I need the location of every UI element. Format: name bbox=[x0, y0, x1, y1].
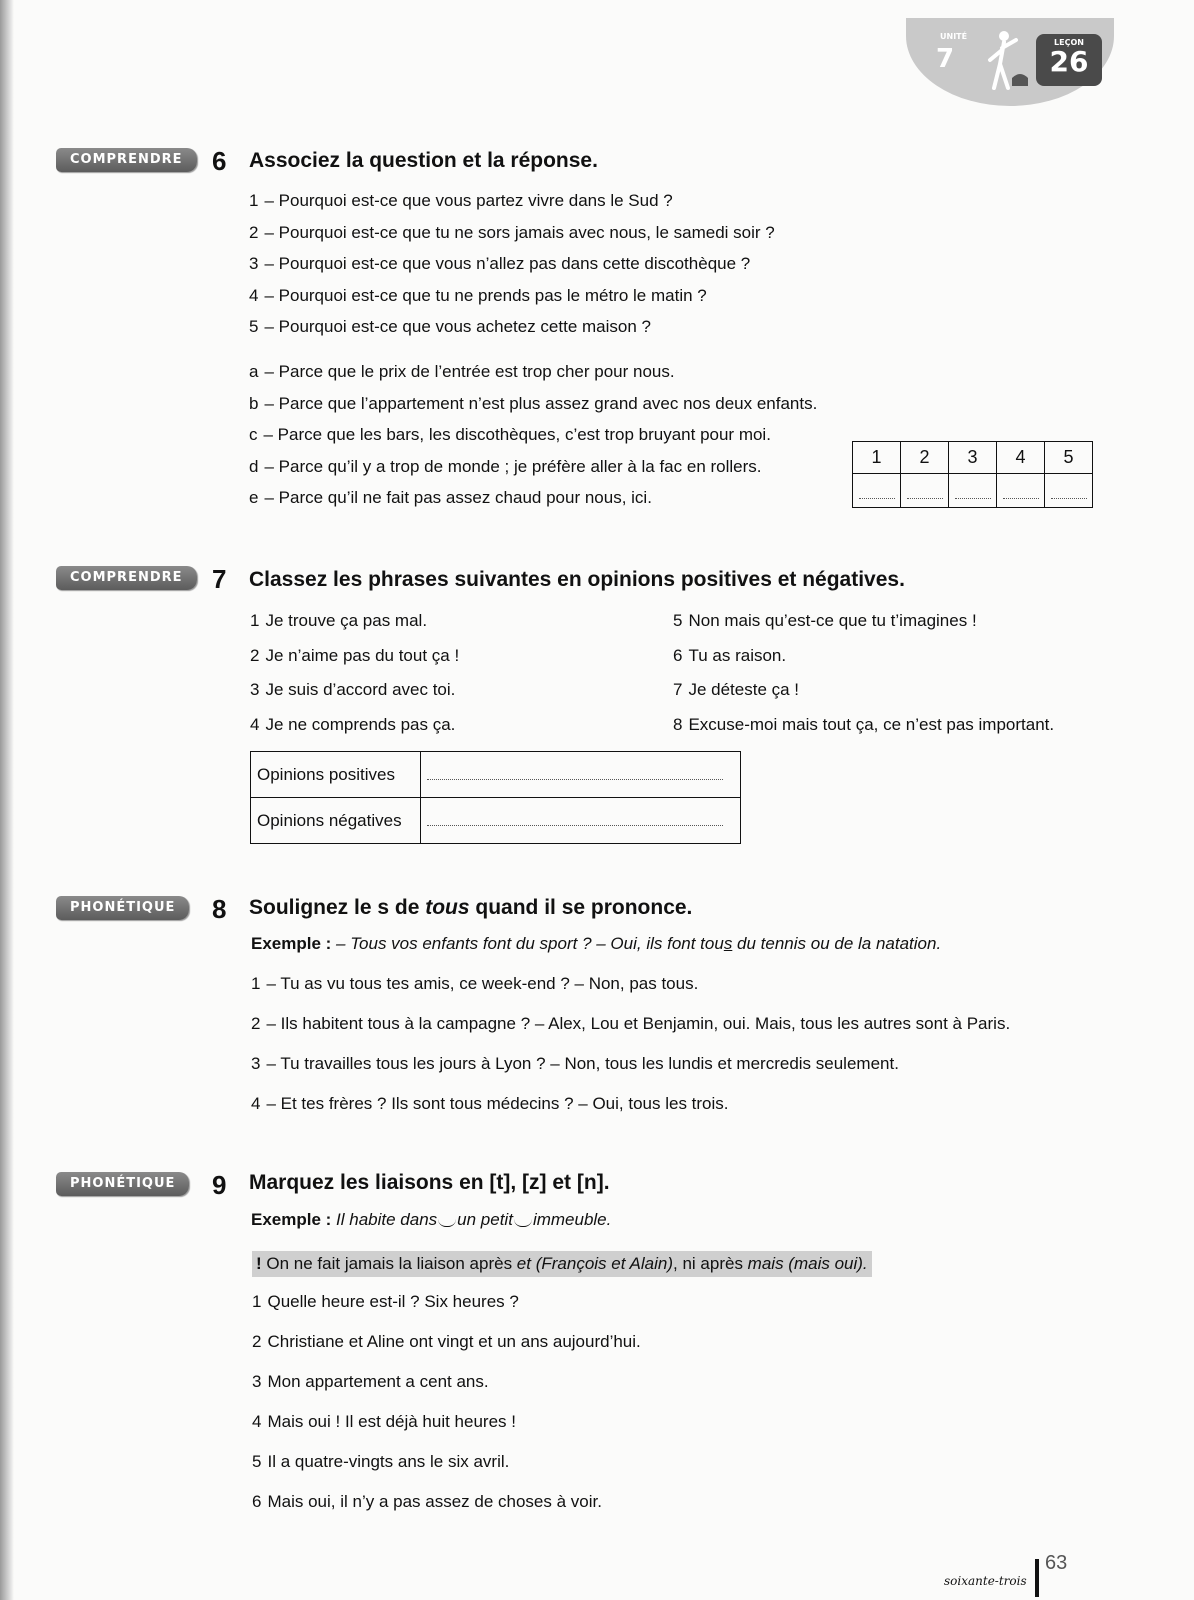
item-text: – Parce qu’il y a trop de monde ; je préfère aller à la fac en rollers. bbox=[264, 456, 762, 476]
item-number: c bbox=[249, 425, 258, 444]
unite-number: 7 bbox=[936, 44, 955, 74]
item-text: Mon appartement a cent ans. bbox=[267, 1372, 489, 1391]
answer-blank[interactable] bbox=[421, 752, 741, 798]
item-text: – Pourquoi est-ce que vous n’allez pas dans cette discothèque ? bbox=[264, 254, 751, 273]
exercise-title: Associez la question et la réponse. bbox=[249, 149, 598, 172]
sentence-item bbox=[252, 1332, 641, 1352]
item-text: Mais oui, il n’y a pas assez de choses à voir. bbox=[267, 1492, 602, 1511]
item-number: 1 bbox=[249, 191, 259, 210]
phrase-item bbox=[250, 715, 455, 735]
grid-header-cell: 5 bbox=[1045, 442, 1093, 474]
item-number: 3 bbox=[251, 1054, 261, 1073]
item-number: a bbox=[249, 362, 259, 381]
item-number: d bbox=[249, 456, 259, 476]
item-text: Il a quatre-vingts ans le six avril. bbox=[267, 1452, 510, 1471]
item-text: Excuse-moi mais tout ça, ce n’est pas important. bbox=[688, 714, 1055, 734]
opinions-table bbox=[250, 751, 741, 844]
phrase-item bbox=[250, 611, 427, 631]
row-label: Opinions négatives bbox=[251, 798, 421, 844]
phrase-item bbox=[673, 611, 977, 631]
item-number: 3 bbox=[249, 254, 259, 273]
table-row bbox=[251, 752, 741, 798]
item-number: 7 bbox=[673, 680, 683, 699]
grid-answer-cell[interactable] bbox=[1045, 474, 1093, 508]
page-binding-edge bbox=[0, 0, 14, 1600]
item-number: 2 bbox=[251, 1014, 261, 1033]
item-number: e bbox=[249, 488, 259, 507]
rule-note bbox=[252, 1251, 872, 1277]
item-text: – Parce que le prix de l’entrée est trop cher pour nous. bbox=[264, 362, 675, 381]
item-text: – Pourquoi est-ce que vous partez vivre dans le Sud ? bbox=[264, 191, 673, 210]
question-item bbox=[249, 317, 651, 337]
item-number: 2 bbox=[252, 1332, 262, 1351]
grid-answer-cell[interactable] bbox=[853, 474, 901, 508]
item-number: 3 bbox=[250, 680, 260, 699]
example-line bbox=[251, 1210, 611, 1230]
item-text: Non mais qu’est-ce que tu t’imagines ! bbox=[688, 611, 977, 630]
answer-item bbox=[249, 488, 652, 508]
exercise-number: 9 bbox=[212, 1170, 227, 1200]
item-number: 8 bbox=[673, 714, 683, 734]
question-item bbox=[249, 286, 707, 306]
item-number: 5 bbox=[249, 317, 259, 336]
item-number: 1 bbox=[251, 974, 261, 993]
item-number: 2 bbox=[250, 645, 260, 665]
item-number: 1 bbox=[250, 611, 260, 630]
phrase-item bbox=[673, 646, 786, 666]
grid-answer-cell[interactable] bbox=[997, 474, 1045, 508]
warning-icon: ! bbox=[256, 1254, 262, 1273]
title-emphasis: tous bbox=[425, 896, 470, 919]
grid-header-cell: 3 bbox=[949, 442, 997, 474]
item-number: 5 bbox=[673, 611, 683, 630]
item-number: b bbox=[249, 393, 259, 413]
item-text: Je trouve ça pas mal. bbox=[265, 611, 428, 630]
sentence-item bbox=[252, 1372, 489, 1392]
phrase-item bbox=[673, 715, 1054, 735]
answer-blank[interactable] bbox=[421, 798, 741, 844]
sentence-item bbox=[251, 1014, 1010, 1034]
item-text: Je ne comprends pas ça. bbox=[265, 714, 456, 734]
item-text: Quelle heure est-il ? Six heures ? bbox=[267, 1292, 519, 1311]
exercise-number: 7 bbox=[212, 564, 227, 594]
sentence-item bbox=[252, 1412, 516, 1432]
exercise-title bbox=[249, 896, 692, 920]
item-number: 6 bbox=[673, 645, 683, 665]
example-text: – Tous vos enfants font du sport ? – Oui, ils font tou bbox=[331, 934, 724, 953]
question-item bbox=[249, 191, 673, 211]
sentence-item bbox=[251, 1054, 899, 1074]
exercise-title: Marquez les liaisons en [t], [z] et [n]. bbox=[249, 1171, 610, 1194]
item-text: Mais oui ! Il est déjà huit heures ! bbox=[267, 1412, 516, 1431]
exercise-number: 6 bbox=[212, 146, 227, 176]
example-underlined-s: s bbox=[723, 934, 733, 953]
item-number: 4 bbox=[249, 285, 259, 305]
answer-item bbox=[249, 362, 675, 382]
item-text: – Parce que l’appartement n’est plus assez grand avec nos deux enfants. bbox=[264, 393, 818, 413]
example-text: immeuble. bbox=[532, 1210, 612, 1229]
lecon-label: LEÇON bbox=[1054, 38, 1084, 47]
item-text: Tu as raison. bbox=[688, 645, 787, 665]
grid-header-cell: 2 bbox=[901, 442, 949, 474]
item-number: 1 bbox=[252, 1292, 262, 1311]
item-text: – Parce qu’il ne fait pas assez chaud pour nous, ici. bbox=[264, 488, 652, 507]
item-text: – Pourquoi est-ce que vous achetez cette maison ? bbox=[264, 317, 651, 336]
example-text: un petit bbox=[457, 1210, 513, 1229]
item-text: Je n’aime pas du tout ça ! bbox=[265, 645, 460, 665]
grid-header-cell: 1 bbox=[853, 442, 901, 474]
question-item bbox=[249, 254, 750, 274]
lecon-box bbox=[1036, 34, 1102, 86]
table-row bbox=[251, 798, 741, 844]
note-text: et (François et Alain) bbox=[516, 1254, 674, 1273]
grid-header-cell: 4 bbox=[997, 442, 1045, 474]
section-tag-comprendre: COMPRENDRE bbox=[56, 566, 197, 590]
unite-label: UNITÉ bbox=[940, 32, 968, 41]
item-number: 4 bbox=[250, 714, 260, 734]
item-text: – Et tes frères ? Ils sont tous médecins ? – Oui, tous les trois. bbox=[266, 1094, 729, 1113]
example-line bbox=[251, 934, 941, 954]
item-number: 2 bbox=[249, 222, 259, 242]
item-text: – Parce que les bars, les discothèques, c’est trop bruyant pour moi. bbox=[263, 425, 771, 444]
item-number: 4 bbox=[251, 1094, 261, 1113]
walking-figure-icon bbox=[976, 26, 1032, 96]
example-text: Il habite dans bbox=[331, 1210, 438, 1229]
item-text: – Ils habitent tous à la campagne ? – Alex, Lou et Benjamin, oui. Mais, tous les autres sont à Paris. bbox=[266, 1014, 1011, 1033]
example-label: Exemple : bbox=[251, 1210, 332, 1229]
item-text: – Pourquoi est-ce que tu ne prends pas le métro le matin ? bbox=[264, 285, 707, 305]
liaison-mark bbox=[438, 1219, 456, 1227]
title-part: Soulignez le s de bbox=[249, 896, 426, 919]
unit-lesson-badge bbox=[906, 18, 1114, 106]
title-part: quand il se prononce. bbox=[469, 896, 693, 919]
phrase-item bbox=[250, 646, 459, 666]
matching-grid bbox=[852, 441, 1093, 508]
item-number: 3 bbox=[252, 1372, 262, 1391]
grid-answer-cell[interactable] bbox=[901, 474, 949, 508]
section-tag-comprendre: COMPRENDRE bbox=[56, 148, 197, 172]
example-label: Exemple : bbox=[251, 934, 332, 953]
sentence-item bbox=[252, 1292, 519, 1312]
exercise-number: 8 bbox=[212, 894, 227, 924]
row-label: Opinions positives bbox=[251, 752, 421, 798]
exercise-title: Classez les phrases suivantes en opinions positives et négatives. bbox=[249, 568, 905, 591]
note-text: mais (mais oui). bbox=[747, 1254, 868, 1273]
phrase-item bbox=[250, 680, 455, 700]
answer-item bbox=[249, 394, 817, 414]
phrase-item bbox=[673, 680, 799, 700]
item-text: – Tu as vu tous tes amis, ce week-end ? – Non, pas tous. bbox=[266, 974, 699, 993]
grid-answer-cell[interactable] bbox=[949, 474, 997, 508]
item-number: 5 bbox=[252, 1452, 262, 1471]
item-text: Christiane et Aline ont vingt et un ans aujourd’hui. bbox=[267, 1332, 641, 1351]
sentence-item bbox=[251, 1094, 729, 1114]
item-text: Je déteste ça ! bbox=[688, 680, 800, 699]
example-text: du tennis ou de la natation. bbox=[732, 934, 942, 953]
page-number: 63 bbox=[1045, 1552, 1068, 1574]
item-number: 4 bbox=[252, 1412, 262, 1431]
page-number-words: soixante-trois bbox=[944, 1574, 1027, 1588]
item-number: 6 bbox=[252, 1492, 262, 1511]
question-item bbox=[249, 223, 775, 243]
note-text: , ni après bbox=[673, 1254, 748, 1273]
liaison-mark bbox=[514, 1219, 532, 1227]
section-tag-phonetique: PHONÉTIQUE bbox=[56, 1172, 189, 1196]
item-text: Je suis d’accord avec toi. bbox=[265, 680, 456, 699]
note-text: On ne fait jamais la liaison après bbox=[261, 1254, 517, 1273]
sentence-item bbox=[251, 974, 698, 994]
item-text: – Pourquoi est-ce que tu ne sors jamais avec nous, le samedi soir ? bbox=[264, 222, 775, 242]
footer-divider bbox=[1035, 1559, 1039, 1597]
sentence-item bbox=[252, 1452, 509, 1472]
answer-item bbox=[249, 425, 771, 445]
lecon-number: 26 bbox=[1049, 45, 1089, 78]
answer-item bbox=[249, 457, 762, 477]
sentence-item bbox=[252, 1492, 602, 1512]
item-text: – Tu travailles tous les jours à Lyon ? – Non, tous les lundis et mercredis seulement. bbox=[266, 1054, 899, 1073]
section-tag-phonetique: PHONÉTIQUE bbox=[56, 896, 189, 920]
